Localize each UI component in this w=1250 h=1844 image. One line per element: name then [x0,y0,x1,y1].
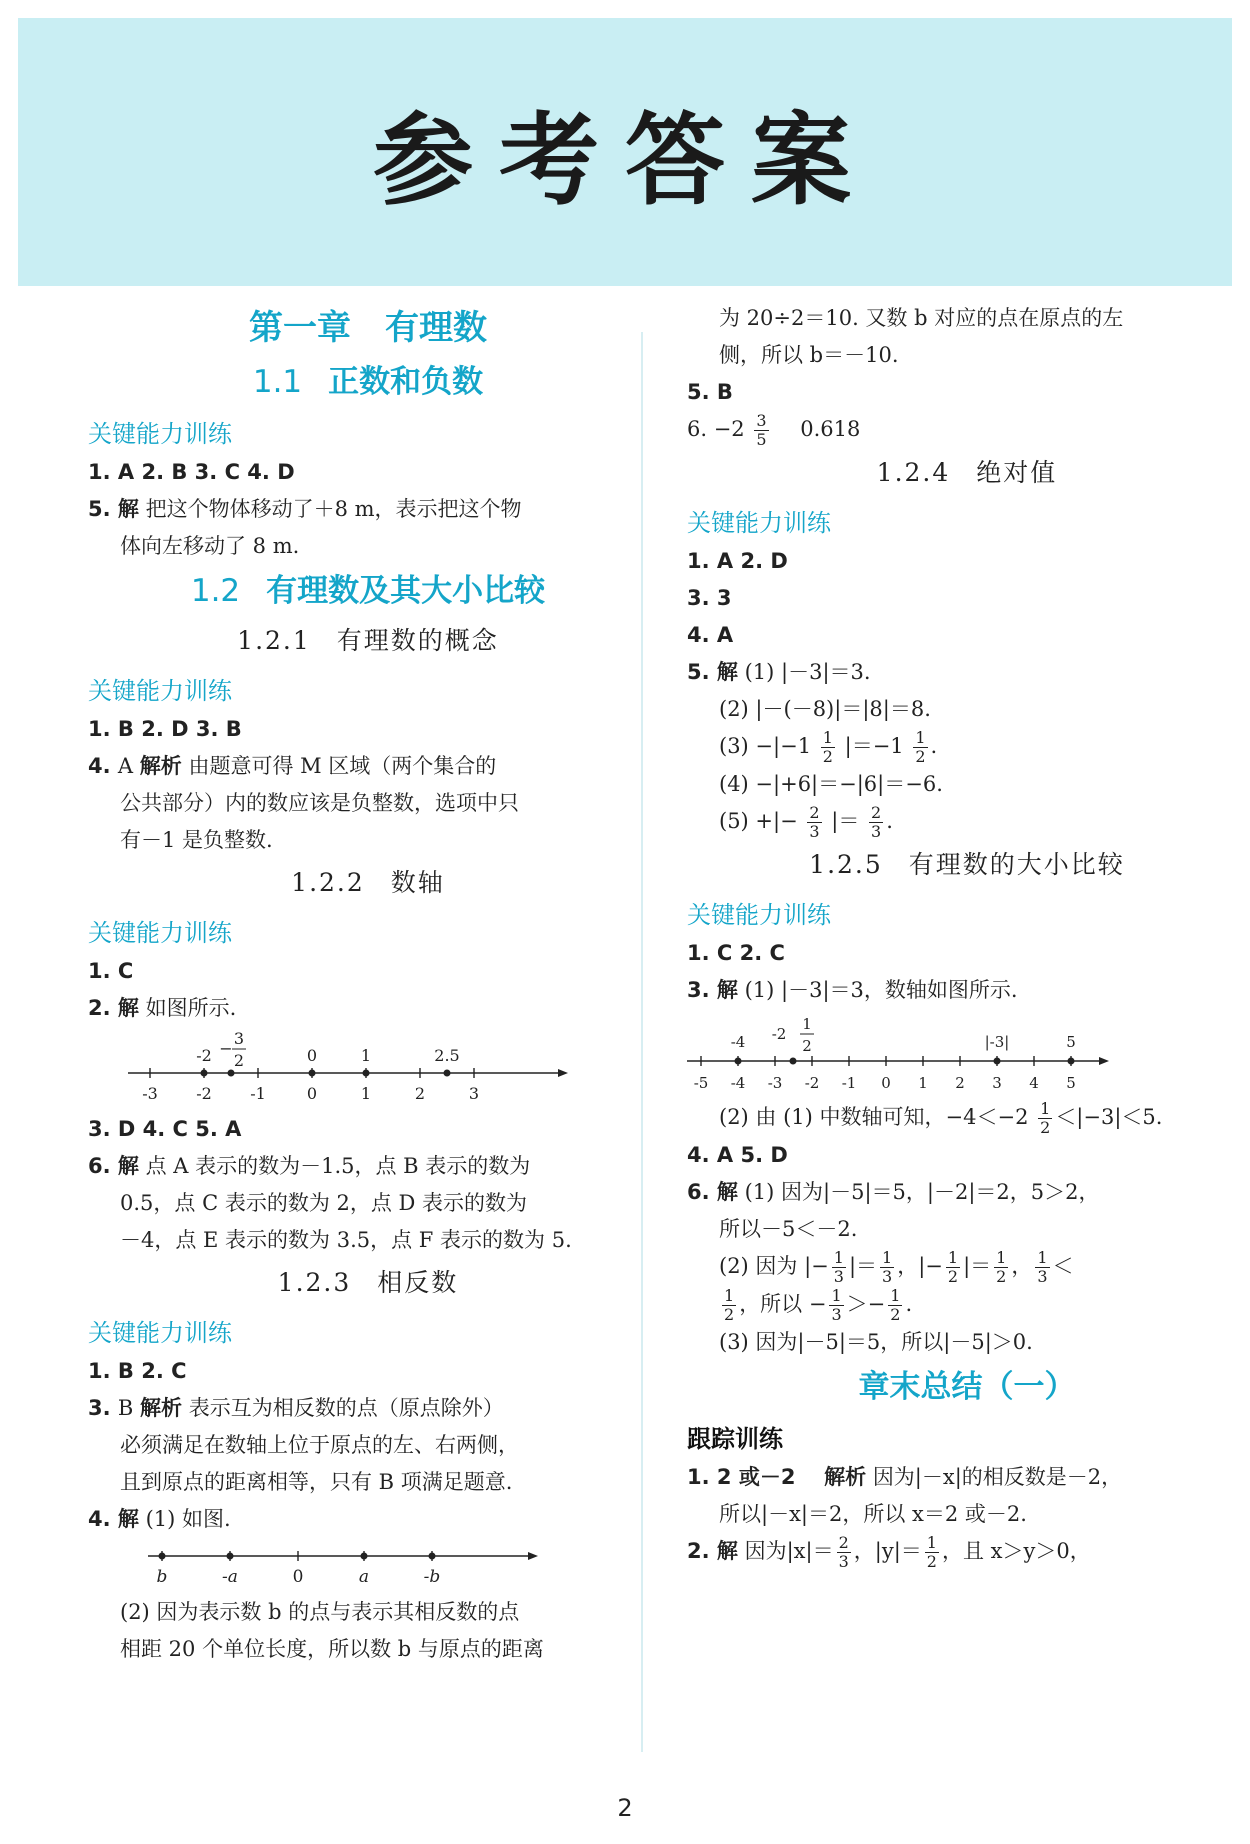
tick-label: -1 [250,1084,266,1103]
answer-line: (2) 由 (1) 中数轴可知，−4＜−2 $\frac{1}{2}$ ＜|−3|＜5. [719,1099,1163,1137]
title-banner [18,18,1232,286]
answer-line: 1. A 2. B 3. C 4. D [88,460,295,484]
practice-label: 关键能力训练 [687,509,831,537]
answer-line: 公共部分）内的数应该是负整数，选项中只 [120,791,519,815]
answer-line: 1. A 2. D [687,549,788,573]
answer-line: 3. 3 [687,586,732,610]
answer-line: (4) −|+6|＝−|6|＝−6. [719,772,943,796]
tick-label: -4 [730,1074,746,1092]
practice-label: 关键能力训练 [687,901,831,929]
answer-line: (2) 因为表示数 b 的点与表示其相反数的点 [120,1600,520,1624]
answer-line: 2. 解 因为|x|＝ $\frac{2}{3}$ ，|y|＝ $\frac{1}{2}$ ，且 x＞y＞0， [687,1533,1091,1571]
point-label: 2 [802,1037,812,1055]
answer-line: 4. 解 (1) 如图. [88,1507,231,1531]
tick-label: -3 [767,1074,783,1092]
page-title: 参考答案 [373,102,877,219]
point-label: a [358,1567,370,1587]
tick-label: 4 [1029,1074,1039,1092]
answer-line: (2) |－(－8)|＝|8|＝8. [719,697,931,721]
tick-label: 3 [468,1084,480,1103]
left-column [88,300,648,1668]
answer-line: 体向左移动了 8 m. [120,534,300,558]
point-label: 5 [1066,1033,1076,1051]
answer-line: 5. 解 (1) |－3|＝3. [687,660,871,684]
answer-line: 必须满足在数轴上位于原点的左、右两侧， [120,1433,519,1457]
subsection-1-2-3: 1.2.3 相反数 [277,1268,459,1297]
point-label: 0 [292,1567,304,1587]
tick-label: 1 [918,1074,928,1092]
answer-line: 3. 解 (1) |－3|＝3，数轴如图所示. [687,978,1018,1002]
answer-line: 2. 解 如图所示. [88,996,237,1020]
answer-line: 侧，所以 b＝－10. [719,343,899,367]
practice-label: 关键能力训练 [88,677,232,705]
chapter-title: 第一章 有理数 [249,308,487,348]
page-number: 2 [617,1794,633,1822]
answer-line: 6. 解 点 A 表示的数为－1.5，点 B 表示的数为 [88,1154,531,1178]
number-line-1 [88,1027,648,1111]
answer-line: 所以－5＜－2. [719,1217,858,1241]
point-label: |-3| [984,1033,1010,1051]
point-label: -4 [730,1033,746,1051]
point-label: 0 [306,1046,318,1065]
practice-label: 关键能力训练 [88,919,232,947]
section-1-2: 1.2 有理数及其大小比较 [190,573,546,609]
tracking-practice-label: 跟踪训练 [687,1425,783,1453]
chapter-summary-title: 章末总结（一） [858,1369,1076,1405]
point-label: − [219,1039,233,1058]
tick-label: 2 [955,1074,965,1092]
answer-line: 为 20÷2＝10. 又数 b 对应的点在原点的左 [719,306,1124,330]
number-line-3 [687,1009,1247,1099]
answer-line: 5. B [687,380,733,404]
answer-line: 0.5，点 C 表示的数为 2，点 D 表示的数为 [120,1191,528,1215]
subsection-1-2-5: 1.2.5 有理数的大小比较 [809,850,1125,879]
answer-line: (2) 因为 |− $\frac{1}{3}$ |＝ $\frac{1}{3}$ ，|− $\frac{1}{2}$ |＝ $\frac{1}{2}$ ， $\frac{1}{3}$ ＜ [719,1248,1074,1286]
answer-line: (3) −|−1 $\frac{1}{2}$ |＝−1 $\frac{1}{2}$ . [719,728,938,766]
practice-label: 关键能力训练 [88,1319,232,1347]
point-label: -2 [771,1025,787,1043]
tick-label: 1 [360,1084,372,1103]
point-label: -2 [196,1046,212,1065]
tick-label: -5 [693,1074,709,1092]
point-label: -a [222,1567,238,1587]
answer-line: 1. 2 或－2 解析 因为|－x|的相反数是－2， [687,1465,1123,1489]
answer-line: 4. A [687,623,734,647]
answer-line: 6. −2 $\frac{3}{5}$ 0.618 [687,411,861,449]
point-label: 1 [360,1046,372,1065]
tick-label: 3 [992,1074,1002,1092]
point-label: 3 [233,1029,245,1048]
point-label: b [156,1567,168,1587]
answer-line: 3. B 解析 表示互为相反数的点（原点除外） [88,1396,504,1420]
point-label: 2 [233,1051,245,1070]
answer-line: 且到原点的距离相等，只有 B 项满足题意. [120,1470,513,1494]
tick-label: -2 [196,1084,212,1103]
answer-line: 3. D 4. C 5. A [88,1117,242,1141]
answer-line: 4. A 5. D [687,1143,788,1167]
tick-label: -3 [142,1084,158,1103]
answer-line: 4. A 解析 由题意可得 M 区域（两个集合的 [88,754,497,778]
point-label: 2.5 [434,1046,460,1065]
subsection-1-2-2: 1.2.2 数轴 [291,868,445,897]
point-label: 1 [802,1015,812,1033]
answer-line: 1. B 2. D 3. B [88,717,242,741]
fraction: $\frac{3}{5}$ [756,411,767,449]
tick-label: 0 [881,1074,891,1092]
answer-line: 1. C 2. C [687,941,785,965]
answer-line: 6. 解 (1) 因为|－5|＝5，|－2|＝2，5＞2， [687,1180,1100,1204]
tick-label: -2 [804,1074,820,1092]
answer-line: (3) 因为|－5|＝5，所以|－5|＞0. [719,1330,1033,1354]
right-column [687,300,1247,1571]
tick-label: -1 [841,1074,857,1092]
answer-line: 有－1 是负整数. [120,828,273,852]
answer-line: 1. C [88,959,134,983]
answer-line: －4，点 E 表示的数为 3.5，点 F 表示的数为 5. [120,1228,572,1252]
answer-line: 所以|－x|＝2，所以 x＝2 或－2. [719,1502,1027,1526]
tick-label: 2 [414,1084,426,1103]
section-1-1: 1.1 正数和负数 [252,364,484,400]
answer-line: $\frac{1}{2}$ ，所以 − $\frac{1}{3}$ ＞− $\frac{1}{2}$ . [724,1286,913,1324]
answer-line: (5) +|− $\frac{2}{3}$ |＝ $\frac{2}{3}$ . [719,803,893,841]
tick-label: 0 [306,1084,318,1103]
answer-line: 5. 解 把这个物体移动了＋8 m，表示把这个物 [88,497,522,521]
number-line-2 [88,1538,648,1594]
point-label: -b [423,1567,441,1587]
answer-line: 相距 20 个单位长度，所以数 b 与原点的距离 [120,1637,544,1661]
tick-label: 5 [1066,1074,1076,1092]
subsection-1-2-1: 1.2.1 有理数的概念 [237,626,499,655]
subsection-1-2-4: 1.2.4 绝对值 [876,458,1058,487]
practice-label: 关键能力训练 [88,420,232,448]
answer-line: 1. B 2. C [88,1359,187,1383]
